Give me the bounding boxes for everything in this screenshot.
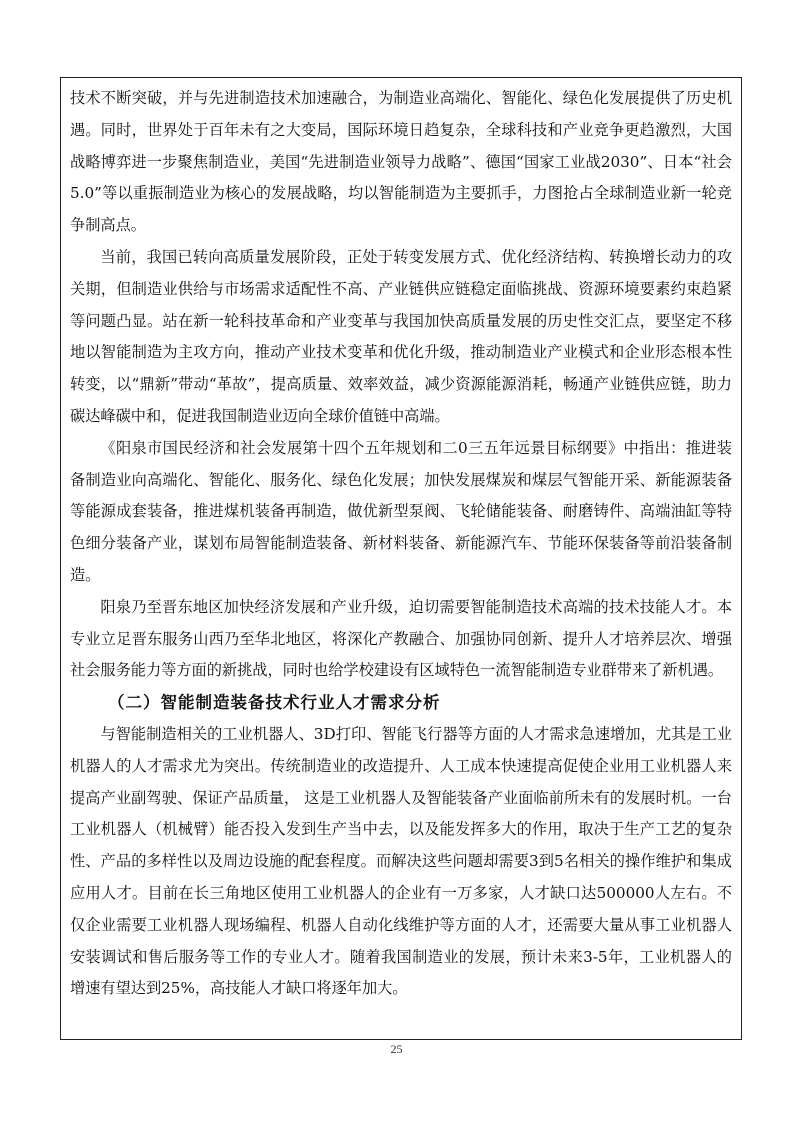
paragraph-yangquan-plan: 《阳泉市国民经济和社会发展第十四个五年规划和二0三五年远景目标纲要》中指出：推进装备制造业向高端化、智能化、服务化、绿色化发展；加快发展煤炭和煤层气智能开采、新能源装备等能源成套装备，推进煤机装备再制造，做优新型泵阀、飞轮储能装备、耐磨铸件、高端油缸等特色细分装备产业，谋划布局智能制造装备、新材料装备、新能源汽车、节能环保装备等前沿装备制造。 xyxy=(70,438,732,584)
paragraph-talent-demand: 与智能制造相关的工业机器人、3D打印、智能飞行器等方面的人才需求急速增加，尤其是工业机器人的人才需求尤为突出。传统制造业的改造提升、人工成本快速提高促使企业用工业机器人来提高产业副驾驶、保证产品质量， 这是工业机器人及智能装备产业面临前所未有的发展时机。一台工业机器人（机械臂）能否投入发到生产当中去，以及能发挥多大的作用，取决于生产工艺的复杂性、产品的多样性以及周边设施的配套程度。而解决这些问题却需要3到5名相关的操作维护和集成应用人才。目前在长三角地区使用工业机器人的企业有一万多家，人才缺口达500000人左右。不仅企业需要工业机器人现场编程、机器人自动化线维护等方面的人才，还需要大量从事工业机器人安装调试和售后服务等工作的专业人才。随着我国制造业的发展，预计未来3-5年，工业机器人的增速有望达到25%，高技能人才缺口将逐年加大。 xyxy=(70,724,732,998)
page-number: 25 xyxy=(390,1042,403,1056)
section-heading: （二）智能制造装备技术行业人才需求分析 xyxy=(108,693,441,713)
paragraph-continuation: 技术不断突破，并与先进制造技术加速融合，为制造业高端化、智能化、绿色化发展提供了历史机遇。同时，世界处于百年未有之大变局，国际环境日趋复杂，全球科技和产业竞争更趋激烈，大国战略博弈进一步聚焦制造业，美国“先进制造业领导力战略”、德国“国家工业战2030”、日本“社会 5.0”等以重振制造业为核心的发展战略，均以智能制造为主要抓手，力图抢占全球制造业新一轮竞争制高点。 xyxy=(70,89,732,235)
paragraph-current-stage: 当前，我国已转向高质量发展阶段，正处于转变发展方式、优化经济结构、转换增长动力的攻关期，但制造业供给与市场需求适配性不高、产业链供应链稳定面临挑战、资源环境要素约束趋紧等问题凸显。站在新一轮科技革命和产业变革与我国加快高质量发展的历史性交汇点，要坚定不移地以智能制造为主攻方向，推动产业技术变革和优化升级，推动制造业产业模式和企业形态根本性转变，以“鼎新”带动“革故”，提高质量、效率效益，减少资源能源消耗，畅通产业链供应链，助力碳达峰碳中和，促进我国制造业迈向全球价值链中高端。 xyxy=(70,247,732,425)
document-body xyxy=(70,83,732,1005)
paragraph-regional-talent: 阳泉乃至晋东地区加快经济发展和产业升级，迫切需要智能制造技术高端的技术技能人才。本专业立足晋东服务山西乃至华北地区，将深化产教融合、加强协同创新、提升人才培养层次、增强社会服务能力等方面的新挑战，同时也给学校建设有区域特色一流智能制造专业群带来了新机遇。 xyxy=(70,597,732,680)
